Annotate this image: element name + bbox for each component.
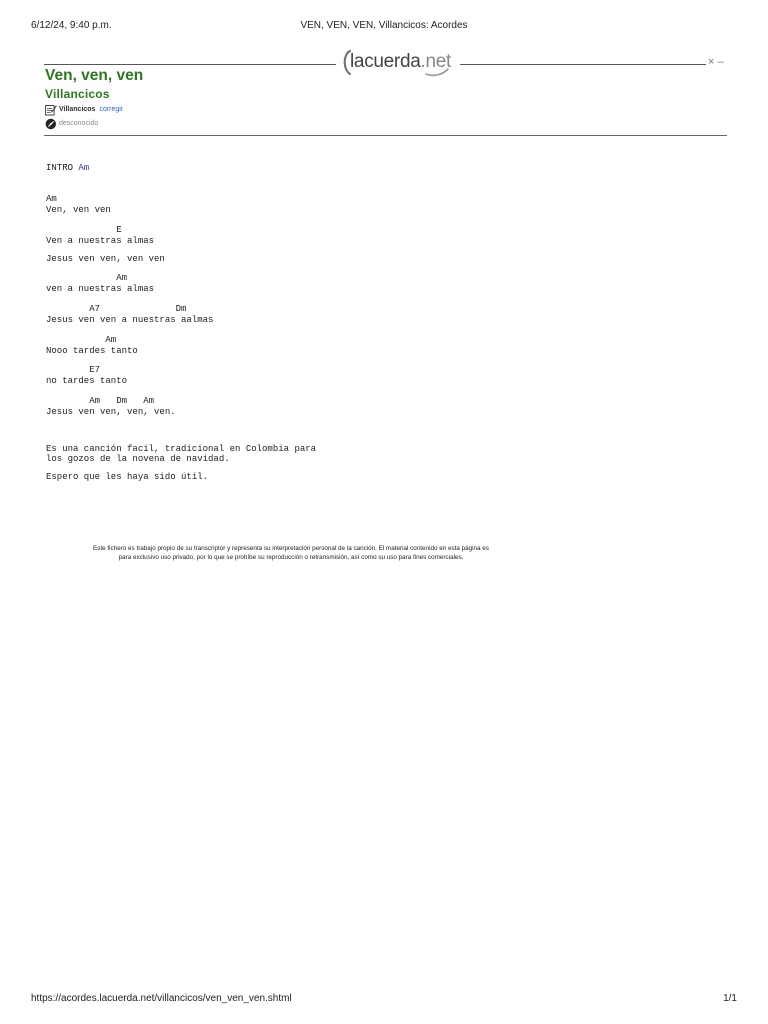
- comment-line: los gozos de la novena de navidad.: [46, 454, 230, 464]
- print-page-title: VEN, VEN, VEN, Villancicos: Acordes: [300, 20, 468, 31]
- lacuerda-logo[interactable]: [342, 48, 454, 78]
- chord[interactable]: Am: [78, 163, 90, 173]
- site-header: [44, 48, 728, 78]
- copyright-disclaimer: [0, 544, 582, 562]
- disclaimer-line: para exclusivo uso privado, por lo que se prohíbe su reproducción o retransmisión, así como su uso para fines comerciales.: [118, 554, 464, 561]
- song-title: Ven, ven, ven: [45, 67, 144, 84]
- chord-line[interactable]: E: [46, 225, 122, 235]
- print-date: 6/12/24, 9:40 p.m.: [31, 20, 112, 31]
- chord-line[interactable]: Am Dm Am: [46, 396, 155, 406]
- music-disc-icon: [45, 118, 57, 130]
- edit-link[interactable]: corregir: [99, 106, 124, 113]
- lyric-line: Nooo tardes tanto: [46, 346, 138, 356]
- lyric-line: no tardes tanto: [46, 376, 128, 386]
- header-divider: [44, 135, 727, 136]
- header-rule-left: [44, 64, 336, 65]
- comment-line: Es una canción facil, tradicional en Colombia para: [46, 444, 317, 454]
- editor-name[interactable]: Villancicos: [59, 106, 96, 113]
- closing-line: Espero que les haya sido útil.: [46, 472, 209, 482]
- page-number: 1/1: [723, 993, 737, 1004]
- lyric-line: Ven, ven ven: [46, 205, 111, 215]
- close-icon[interactable]: × –: [708, 56, 724, 68]
- chord-line[interactable]: Am: [46, 335, 117, 345]
- intro-label: INTRO: [46, 163, 79, 173]
- logo-text: lacuerda.net: [350, 51, 451, 72]
- intro-line: [46, 163, 89, 173]
- print-url: https://acordes.lacuerda.net/villancicos/ven_ven_ven.shtml: [31, 993, 292, 1004]
- chord-line[interactable]: A7 Dm: [46, 304, 187, 314]
- lyric-line: Jesus ven ven a nuestras aalmas: [46, 315, 214, 325]
- chord-line[interactable]: Am: [46, 273, 128, 283]
- lyric-line: Jesus ven ven, ven ven: [46, 254, 165, 264]
- chord-line[interactable]: E7: [46, 365, 101, 375]
- chord-line[interactable]: Am: [46, 194, 57, 204]
- lyric-line: ven a nuestras almas: [46, 284, 155, 294]
- header-rule-right: [460, 64, 706, 65]
- print-header: [0, 20, 768, 34]
- disclaimer-line: Este fichero es trabajo propio de su transcriptor y representa su interpretación personal de la canción. El material contenido en esta página es: [93, 545, 489, 552]
- edit-note-icon: [45, 104, 57, 116]
- genre-label: desconocido: [59, 120, 99, 127]
- print-footer: [0, 993, 768, 1007]
- lyric-line: Jesus ven ven, ven, ven.: [46, 407, 176, 417]
- lyric-line: Ven a nuestras almas: [46, 236, 155, 246]
- artist-link[interactable]: Villancicos: [45, 87, 110, 101]
